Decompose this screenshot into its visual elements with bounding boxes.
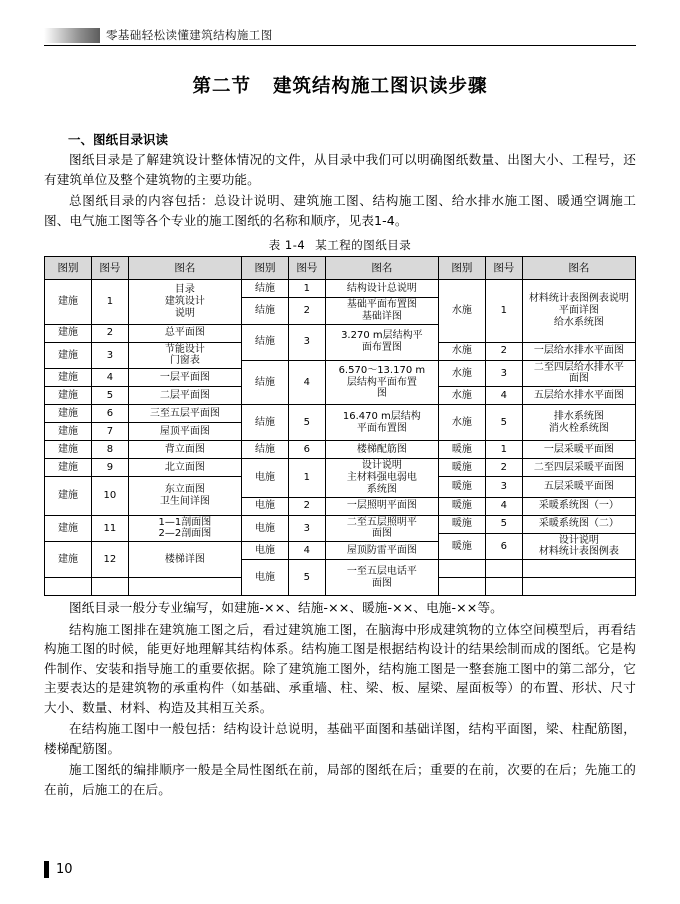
- table-cell-drawing-number: 2: [288, 298, 325, 325]
- paragraph-4: 结构施工图排在建筑施工图之后，看过建筑施工图，在脑海中形成建筑物的立体空间模型后，再看结构施工图的时候，能更好地理解其结构体系。结构施工图是根据结构设计的结果绘制而成的图纸。它是构件制作、安装和指导施工的重要依据。除了建筑施工图外，结构施工图是一整套施工图中的第二部分，它主要表达的是建筑物的承重构件（如基础、承重墙、柱、梁、板、屋梁、屋面板等）的布置、形状、尺寸大小、数量、材料、构造及其相互关系。: [44, 621, 636, 715]
- table-cell-drawing-type: 建施: [45, 387, 92, 405]
- page-footer: [44, 861, 73, 878]
- table-cell-drawing-number: 3: [288, 324, 325, 360]
- paragraph-6: 施工图纸的编排顺序一般是全局性图纸在前，局部的图纸在后；重要的在前，次要的在后；先施工的在前，后施工的在后。: [44, 762, 636, 797]
- table-cell-drawing-number: 3: [91, 342, 128, 369]
- header-cell: 图名: [128, 257, 241, 280]
- table-cell-drawing-number: 1: [91, 280, 128, 325]
- table-cell-drawing-type: 建施: [45, 477, 92, 515]
- paragraph-1: 图纸目录是了解建筑设计整体情况的文件，从目录中我们可以明确图纸数量、出图大小、工程号，还有建筑单位及整个建筑物的主要功能。: [44, 152, 636, 187]
- table-cell-drawing-type: 暖施: [438, 477, 485, 497]
- table-cell-drawing-type: 水施: [438, 360, 485, 387]
- table-cell-drawing-type: 建施: [45, 542, 92, 578]
- table-cell-empty: [128, 578, 241, 596]
- table-row: [45, 280, 636, 298]
- table-cell-drawing-type: 结施: [241, 405, 288, 441]
- table-cell-drawing-name: 16.470 m层结构 平面布置图: [325, 405, 438, 441]
- table-cell-empty: [438, 560, 485, 578]
- table-cell-drawing-type: 结施: [241, 298, 288, 325]
- table-cell-drawing-name: 3.270 m层结构平 面布置图: [325, 324, 438, 360]
- table-cell-drawing-number: 2: [485, 342, 522, 360]
- table-cell-drawing-number: 1: [485, 441, 522, 459]
- table-cell-drawing-number: 1: [485, 280, 522, 343]
- table-cell-drawing-type: 建施: [45, 324, 92, 342]
- header-cell: 图号: [288, 257, 325, 280]
- table-cell-drawing-name: 目录 建筑设计 说明: [128, 280, 241, 325]
- table-cell-drawing-type: 暖施: [438, 533, 485, 560]
- table-cell-drawing-number: 4: [288, 542, 325, 560]
- table-cell-drawing-number: 7: [91, 423, 128, 441]
- paragraph-5: 在结构施工图中一般包括：结构设计总说明，基础平面图和基础详图，结构平面图，梁、柱配筋图，楼梯配筋图。: [44, 721, 636, 756]
- drawing-catalog-table: [44, 256, 636, 596]
- table-row: [45, 515, 636, 533]
- table-cell-drawing-number: 9: [91, 459, 128, 477]
- table-cell-drawing-number: 10: [91, 477, 128, 515]
- section-title-text: 建筑结构施工图识读步骤: [273, 76, 488, 97]
- header-cell: 图号: [485, 257, 522, 280]
- table-cell-drawing-number: 6: [91, 405, 128, 423]
- table-cell-drawing-name: 东立面图 卫生间详图: [128, 477, 241, 515]
- header-cell: 图别: [438, 257, 485, 280]
- table-cell-drawing-name: 设计说明 材料统计表图例表: [522, 533, 635, 560]
- table-cell-drawing-name: 屋顶防雷平面图: [325, 542, 438, 560]
- table-cell-drawing-name: 采暖系统图（二）: [522, 515, 635, 533]
- table-cell-drawing-name: 五层采暖平面图: [522, 477, 635, 497]
- header-cell: 图名: [325, 257, 438, 280]
- table-cell-drawing-name: 材料统计表图例表说明 平面详图 给水系统图: [522, 280, 635, 343]
- header-cell: 图名: [522, 257, 635, 280]
- paragraph-3: 图纸目录一般分专业编写，如建施-××、结施-××、暖施-××、电施-××等。: [69, 600, 503, 616]
- table-cell-drawing-name: 一层平面图: [128, 369, 241, 387]
- table-cell-drawing-name: 一至五层电话平 面图: [325, 560, 438, 596]
- table-cell-empty: [91, 578, 128, 596]
- table-cell-drawing-name: 楼梯配筋图: [325, 441, 438, 459]
- table-cell-drawing-type: 水施: [438, 342, 485, 360]
- table-cell-drawing-name: 一层给水排水平面图: [522, 342, 635, 360]
- table-cell-drawing-type: 结施: [241, 441, 288, 459]
- table-cell-drawing-type: 建施: [45, 423, 92, 441]
- table-cell-drawing-number: 3: [485, 477, 522, 497]
- table-cell-drawing-number: 3: [485, 360, 522, 387]
- table-cell-drawing-name: 6.570～13.170 m 层结构平面布置 图: [325, 360, 438, 405]
- table-cell-drawing-number: 2: [288, 497, 325, 515]
- table-cell-drawing-type: 水施: [438, 280, 485, 343]
- table-cell-drawing-number: 1: [288, 459, 325, 497]
- table-cell-drawing-name: 二层平面图: [128, 387, 241, 405]
- table-cell-drawing-type: 结施: [241, 280, 288, 298]
- table-cell-drawing-number: 5: [485, 405, 522, 441]
- table-cell-drawing-name: 屋顶平面图: [128, 423, 241, 441]
- table-cell-empty: [522, 560, 635, 578]
- table-header-row: [45, 257, 636, 280]
- table-cell-drawing-type: 水施: [438, 387, 485, 405]
- table-cell-drawing-type: 建施: [45, 515, 92, 542]
- table-cell-drawing-name: 二至四层采暖平面图: [522, 459, 635, 477]
- table-cell-drawing-name: 背立面图: [128, 441, 241, 459]
- table-caption-label: 表 1-4: [268, 238, 306, 253]
- table-cell-drawing-number: 1: [288, 280, 325, 298]
- table-cell-drawing-type: 电施: [241, 459, 288, 497]
- table-cell-empty: [438, 578, 485, 596]
- table-cell-drawing-name: 一层照明平面图: [325, 497, 438, 515]
- table-cell-drawing-type: 建施: [45, 405, 92, 423]
- table-row: [45, 441, 636, 459]
- table-cell-drawing-number: 4: [288, 360, 325, 405]
- footer-marker: [44, 861, 49, 878]
- table-cell-empty: [45, 578, 92, 596]
- table-cell-empty: [485, 560, 522, 578]
- document-page: [0, 24, 680, 904]
- page-number: 10: [56, 862, 73, 877]
- table-cell-drawing-type: 建施: [45, 441, 92, 459]
- table-cell-drawing-name: 北立面图: [128, 459, 241, 477]
- table-cell-drawing-name: 采暖系统图（一）: [522, 497, 635, 515]
- paragraph-2: 总图纸目录的内容包括：总设计说明、建筑施工图、结构施工图、给水排水施工图、暖通空调施工图、电气施工图等各个专业的施工图纸的名称和顺序，见表1-4。: [44, 193, 636, 228]
- table-cell-drawing-number: 2: [485, 459, 522, 477]
- header-rule: [44, 45, 636, 46]
- table-cell-drawing-name: 总平面图: [128, 324, 241, 342]
- table-cell-drawing-number: 6: [485, 533, 522, 560]
- header-cell: 图号: [91, 257, 128, 280]
- section-heading: [44, 72, 636, 98]
- table-cell-empty: [485, 578, 522, 596]
- table-cell-drawing-number: 2: [91, 324, 128, 342]
- header-title: 零基础轻松读懂建筑结构施工图: [106, 28, 273, 42]
- table-cell-drawing-type: 电施: [241, 542, 288, 560]
- table-cell-drawing-type: 结施: [241, 324, 288, 360]
- sub-heading: 一、图纸目录识读: [68, 132, 169, 147]
- table-cell-drawing-number: 11: [91, 515, 128, 542]
- table-cell-drawing-type: 水施: [438, 405, 485, 441]
- table-cell-drawing-name: 二至四层给水排水平 面图: [522, 360, 635, 387]
- table-cell-drawing-name: 基础平面布置图 基础详图: [325, 298, 438, 325]
- table-cell-drawing-number: 4: [485, 497, 522, 515]
- table-cell-drawing-number: 5: [485, 515, 522, 533]
- table-cell-drawing-name: 排水系统图 消火栓系统图: [522, 405, 635, 441]
- table-cell-drawing-type: 建施: [45, 459, 92, 477]
- table-cell-drawing-name: 1—1剖面图 2—2剖面图: [128, 515, 241, 542]
- table-cell-drawing-number: 5: [288, 560, 325, 596]
- table-cell-drawing-number: 5: [91, 387, 128, 405]
- table-cell-empty: [522, 578, 635, 596]
- table-cell-drawing-type: 暖施: [438, 441, 485, 459]
- table-cell-drawing-type: 电施: [241, 560, 288, 596]
- table-cell-drawing-type: 建施: [45, 280, 92, 325]
- table-caption-title: 某工程的图纸目录: [315, 238, 412, 253]
- table-cell-drawing-name: 三至五层平面图: [128, 405, 241, 423]
- table-cell-drawing-name: 五层给水排水平面图: [522, 387, 635, 405]
- table-cell-drawing-type: 结施: [241, 360, 288, 405]
- table-cell-drawing-name: 楼梯详图: [128, 542, 241, 578]
- running-header: [44, 24, 636, 46]
- table-cell-drawing-name: 结构设计总说明: [325, 280, 438, 298]
- table-cell-drawing-name: 设计说明 主材料强电弱电 系统图: [325, 459, 438, 497]
- table-cell-drawing-type: 电施: [241, 515, 288, 542]
- table-cell-drawing-type: 暖施: [438, 497, 485, 515]
- table-cell-drawing-number: 8: [91, 441, 128, 459]
- table-cell-drawing-number: 4: [91, 369, 128, 387]
- table-cell-drawing-type: 建施: [45, 369, 92, 387]
- table-cell-drawing-number: 3: [288, 515, 325, 542]
- table-cell-drawing-type: 建施: [45, 342, 92, 369]
- section-label: 第二节: [192, 76, 251, 97]
- table-caption: [44, 237, 636, 253]
- header-cell: 图别: [241, 257, 288, 280]
- table-cell-drawing-type: 电施: [241, 497, 288, 515]
- table-cell-drawing-number: 4: [485, 387, 522, 405]
- table-cell-drawing-number: 6: [288, 441, 325, 459]
- table-cell-drawing-number: 12: [91, 542, 128, 578]
- table-cell-drawing-name: 二至五层照明平 面图: [325, 515, 438, 542]
- table-cell-drawing-type: 暖施: [438, 459, 485, 477]
- table-cell-drawing-name: 一层采暖平面图: [522, 441, 635, 459]
- table-cell-drawing-type: 暖施: [438, 515, 485, 533]
- header-cell: 图别: [45, 257, 92, 280]
- table-cell-drawing-number: 5: [288, 405, 325, 441]
- header-gradient-bar: [44, 28, 100, 43]
- table-cell-drawing-name: 节能设计 门窗表: [128, 342, 241, 369]
